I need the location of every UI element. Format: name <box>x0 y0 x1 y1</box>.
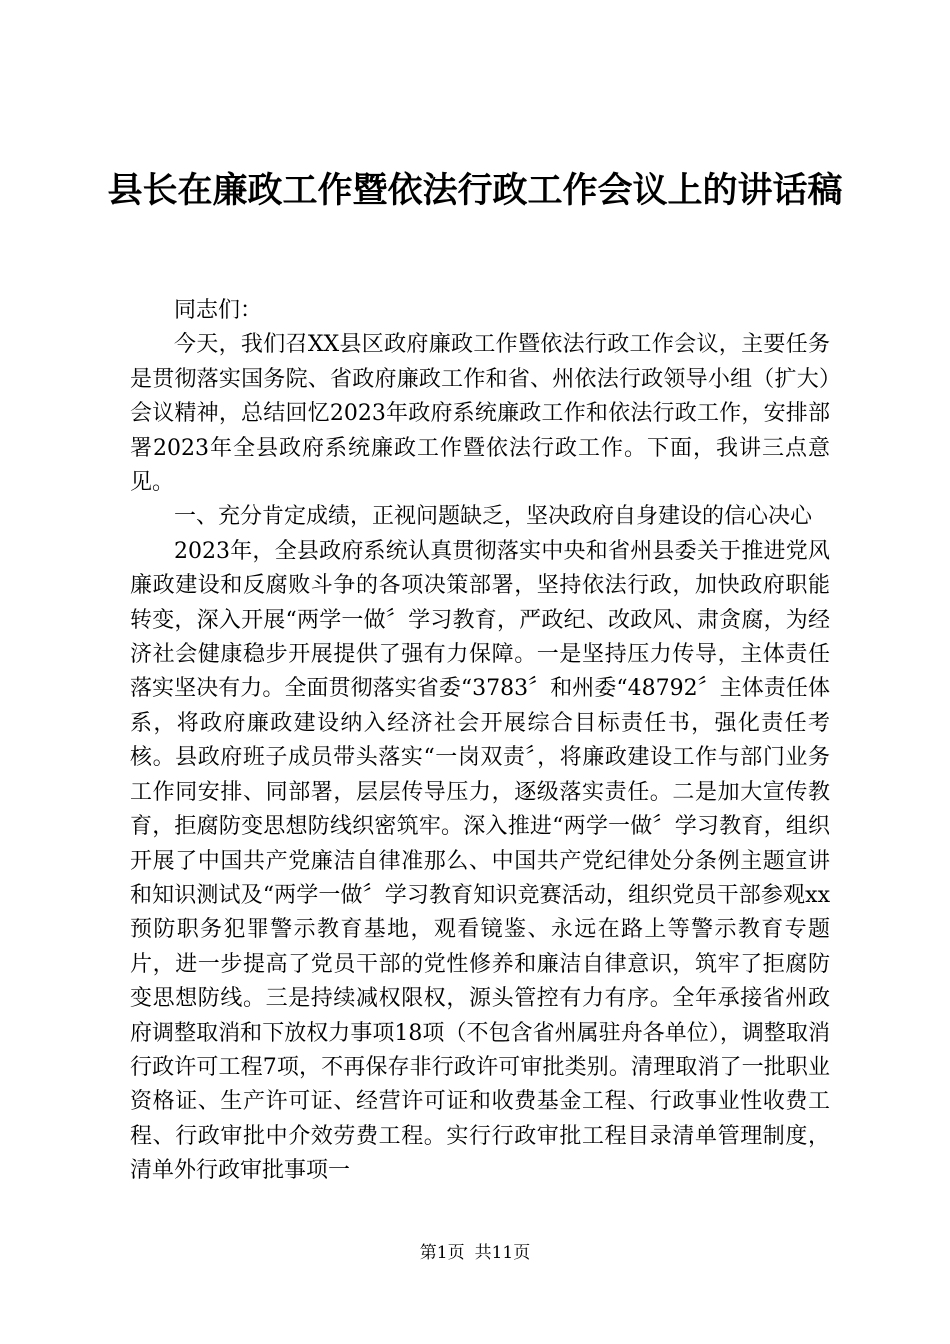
section-heading-one: 一、充分肯定成绩，正视问题缺乏，坚决政府自身建设的信心决心 <box>174 504 813 530</box>
document-body <box>130 294 830 1189</box>
body-paragraph: 2023年，全县政府系统认真贯彻落实中央和省州县委关于推进党风廉政建设和反腐败斗争的各项决策部署，坚持依法行政，加快政府职能转变，深入开展“两学一做〞学习教育，严政纪、改政风、肃贪腐，为经济社会健康稳步开展提供了强有力保障。一是坚持压力传导，主体责任落实坚决有力。全面贯彻落实省委“3783〞和州委“48792〞主体责任体系，将政府廉政建设纳入经济社会开展综合目标责任书，强化责任考核。县政府班子成员带头落实“一岗双责〞，将廉政建设工作与部门业务工作同安排、同部署，层层传导压力，逐级落实责任。二是加大宣传教育，拒腐防变思想防线织密筑牢。深入推进“两学一做〞学习教育，组织开展了中国共产党廉洁自律准那么、中国共产党纪律处分条例主题宣讲和知识测试及“两学一做〞学习教育知识竞赛活动，组织党员干部参观xx预防职务犯罪警示教育基地，观看镜鉴、永远在路上等警示教育专题片，进一步提高了党员干部的党性修养和廉洁自律意识，筑牢了拒腐防变思想防线。三是持续减权限权，源头管控有力有序。全年承接省州政府调整取消和下放权力事项18项（不包含省州属驻舟各单位），调整取消行政许可工程7项，不再保存非行政许可审批类别。清理取消了一批职业资格证、生产许可证、经营许可证和收费基金工程、行政事业性收费工程、行政审批中介效劳费工程。实行行政审批工程目录清单管理制度，清单外行政审批事项一 <box>130 538 830 1184</box>
salutation-paragraph: 同志们： <box>174 298 263 323</box>
intro-paragraph: 今天，我们召XX县区政府廉政工作暨依法行政工作会议，主要任务是贯彻落实国务院、省政府廉政工作和省、州依法行政领导小组（扩大）会议精神，总结回忆2023年政府系统廉政工作和依法行政工作，安排部署2023年全县政府系统廉政工作暨依法行政工作。下面，我讲三点意见。 <box>130 332 830 496</box>
page-total: 共11页 <box>474 1243 531 1263</box>
page-number: 第1页 <box>419 1243 465 1263</box>
page-footer <box>0 1241 950 1265</box>
document-title: 县长在廉政工作暨依法行政工作会议上的讲话稿 <box>107 170 843 211</box>
